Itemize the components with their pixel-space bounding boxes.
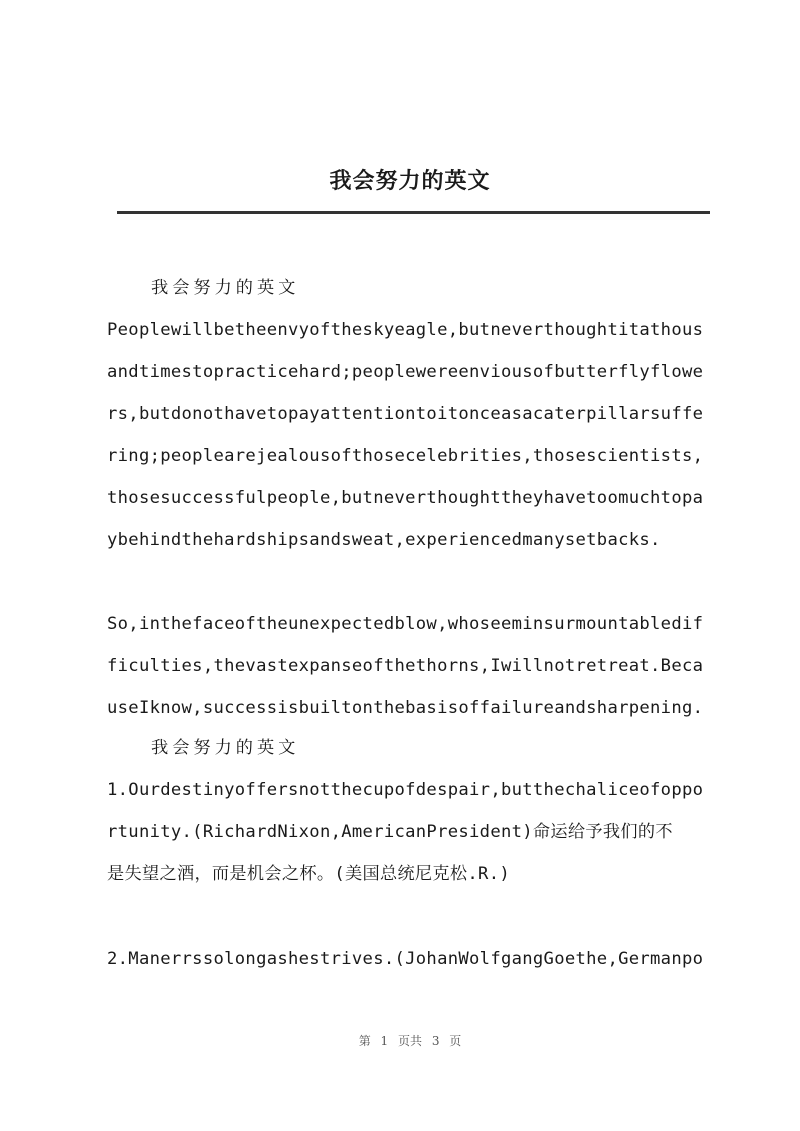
paragraph-line: useIknow,successisbuiltonthebasisoffailureandsharpening.	[107, 698, 704, 718]
title-divider	[117, 211, 710, 214]
quote-line: 2.Manerrssolongashestrives.(JohanWolfgangGoethe,Germanpo	[107, 949, 704, 969]
section-heading: 我会努力的英文	[151, 278, 300, 298]
document-title: 我会努力的英文	[329, 168, 491, 194]
paragraph-line: andtimestopracticehard;peoplewereenviousofbutterflyflowe	[107, 362, 704, 382]
paragraph-line: ficulties,thevastexpanseofthethorns,Iwillnotretreat.Beca	[107, 656, 704, 676]
section-3	[107, 727, 711, 895]
section-4	[107, 938, 711, 980]
section-2	[107, 603, 711, 729]
section-heading: 我会努力的英文	[151, 738, 300, 758]
paragraph-line: Peoplewillbetheenvyoftheskyeagle,butneverthoughtitathous	[107, 320, 704, 340]
page-footer: 第 1 页共 3 页	[358, 1034, 462, 1048]
paragraph-line: ring;peoplearejealousofthosecelebrities,thosescientists,	[107, 446, 704, 466]
paragraph-line: So,inthefaceoftheunexpectedblow,whoseeminsurmountabledif	[107, 614, 704, 634]
quote-line: rtunity.(RichardNixon,AmericanPresident)命运给予我们的不	[107, 822, 673, 842]
quote-line: 1.Ourdestinyoffersnotthecupofdespair,butthechaliceofoppo	[107, 780, 704, 800]
paragraph-line: thosesuccessfulpeople,butneverthoughttheyhavetoomuchtopa	[107, 488, 704, 508]
section-1	[107, 267, 711, 561]
paragraph-line: ybehindthehardshipsandsweat,experiencedmanysetbacks.	[107, 530, 661, 550]
quote-line: 是失望之酒，而是机会之杯。(美国总统尼克松.R.)	[107, 864, 510, 884]
paragraph-line: rs,butdonothavetopayattentiontoitonceasacaterpillarsuffe	[107, 404, 704, 424]
